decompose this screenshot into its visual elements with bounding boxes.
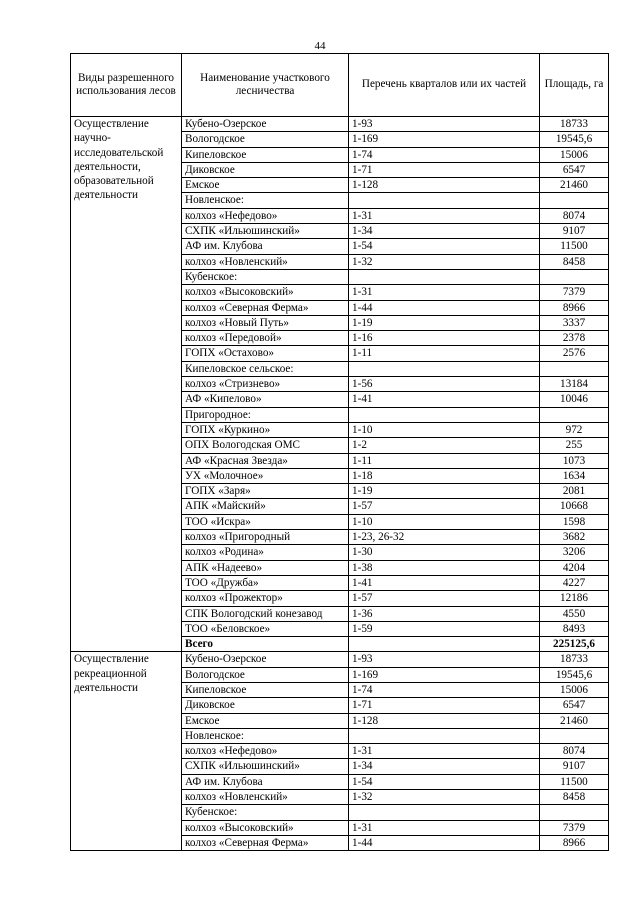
area-cell: 11500 xyxy=(540,239,609,254)
quarters-cell: 1-54 xyxy=(349,239,540,254)
quarters-cell: 1-34 xyxy=(349,759,540,774)
quarters-cell: 1-10 xyxy=(349,422,540,437)
quarters-cell: 1-74 xyxy=(349,682,540,697)
quarters-cell: 1-169 xyxy=(349,132,540,147)
page-number: 44 xyxy=(314,40,326,52)
quarters-cell: 1-128 xyxy=(349,713,540,728)
quarters-cell: 1-41 xyxy=(349,575,540,590)
forestry-name-cell: Новленское: xyxy=(182,728,349,743)
area-cell: 4227 xyxy=(540,575,609,590)
forestry-name-cell: Новленское: xyxy=(182,193,349,208)
area-cell: 19545,6 xyxy=(540,667,609,682)
quarters-cell: 1-31 xyxy=(349,208,540,223)
forestry-name-cell: АПК «Майский» xyxy=(182,499,349,514)
forestry-name-cell: Кипеловское xyxy=(182,147,349,162)
area-cell: 18733 xyxy=(540,652,609,667)
forestry-name-cell: АФ «Кипелово» xyxy=(182,392,349,407)
area-cell: 6547 xyxy=(540,162,609,177)
forestry-name-cell: СХПК «Ильюшинский» xyxy=(182,224,349,239)
area-cell: 2576 xyxy=(540,346,609,361)
quarters-cell: 1-32 xyxy=(349,254,540,269)
forestry-name-cell: колхоз «Новленский» xyxy=(182,254,349,269)
quarters-cell: 1-56 xyxy=(349,377,540,392)
forestry-name-cell: ГОПХ «Куркино» xyxy=(182,422,349,437)
quarters-cell: 1-34 xyxy=(349,224,540,239)
forestry-name-cell: АФ им. Клубова xyxy=(182,239,349,254)
quarters-cell: 1-10 xyxy=(349,514,540,529)
forestry-name-cell: колхоз «Северная Ферма» xyxy=(182,835,349,850)
total-label: Всего xyxy=(182,637,349,652)
use-type-cell: Осуществление научно-исследовательской деятельности, образовательной деятельности xyxy=(71,117,182,652)
forestry-name-cell: колхоз «Северная Ферма» xyxy=(182,300,349,315)
table-row xyxy=(71,652,609,667)
area-cell: 3206 xyxy=(540,545,609,560)
header-area: Площадь, га xyxy=(540,54,609,117)
use-type-cell: Осуществление рекреационной деятельности xyxy=(71,652,182,851)
quarters-cell: 1-44 xyxy=(349,835,540,850)
area-cell: 1073 xyxy=(540,453,609,468)
quarters-cell: 1-36 xyxy=(349,606,540,621)
total-area: 225125,6 xyxy=(540,637,609,652)
forestry-name-cell: ТОО «Дружба» xyxy=(182,575,349,590)
area-cell: 8458 xyxy=(540,254,609,269)
area-cell: 21460 xyxy=(540,713,609,728)
forestry-name-cell: Кубенское: xyxy=(182,805,349,820)
forestry-name-cell: Пригородное: xyxy=(182,407,349,422)
forestry-name-cell: колхоз «Прожектор» xyxy=(182,591,349,606)
forestry-name-cell: АФ «Красная Звезда» xyxy=(182,453,349,468)
table-header-row xyxy=(71,54,609,117)
quarters-cell: 1-16 xyxy=(349,331,540,346)
area-cell: 18733 xyxy=(540,117,609,132)
quarters-cell: 1-54 xyxy=(349,774,540,789)
forestry-name-cell: колхоз «Стризнево» xyxy=(182,377,349,392)
area-cell: 10668 xyxy=(540,499,609,514)
quarters-cell: 1-59 xyxy=(349,621,540,636)
forestry-name-cell: ГОПХ «Остахово» xyxy=(182,346,349,361)
area-cell: 2081 xyxy=(540,484,609,499)
quarters-cell: 1-41 xyxy=(349,392,540,407)
area-cell: 8458 xyxy=(540,790,609,805)
area-cell: 7379 xyxy=(540,820,609,835)
forestry-name-cell: Кубенское: xyxy=(182,269,349,284)
quarters-cell: 1-93 xyxy=(349,652,540,667)
quarters-cell: 1-31 xyxy=(349,744,540,759)
forestry-name-cell: колхоз «Пригородный xyxy=(182,530,349,545)
area-cell: 19545,6 xyxy=(540,132,609,147)
area-cell: 9107 xyxy=(540,759,609,774)
area-cell xyxy=(540,269,609,284)
area-cell: 4204 xyxy=(540,560,609,575)
quarters-cell: 1-128 xyxy=(349,178,540,193)
area-cell: 8493 xyxy=(540,621,609,636)
area-cell: 15006 xyxy=(540,682,609,697)
area-cell: 8966 xyxy=(540,300,609,315)
quarters-cell: 1-71 xyxy=(349,162,540,177)
area-cell: 13184 xyxy=(540,377,609,392)
forestry-name-cell: колхоз «Высоковский» xyxy=(182,285,349,300)
forestry-name-cell: АПК «Надеево» xyxy=(182,560,349,575)
forestry-name-cell: колхоз «Новленский» xyxy=(182,790,349,805)
quarters-cell xyxy=(349,361,540,376)
quarters-cell: 1-32 xyxy=(349,790,540,805)
quarters-cell: 1-74 xyxy=(349,147,540,162)
area-cell: 21460 xyxy=(540,178,609,193)
quarters-cell: 1-19 xyxy=(349,315,540,330)
area-cell xyxy=(540,407,609,422)
quarters-cell xyxy=(349,728,540,743)
quarters-cell: 1-71 xyxy=(349,698,540,713)
forestry-name-cell: Диковское xyxy=(182,698,349,713)
forestry-name-cell: Диковское xyxy=(182,162,349,177)
header-quarters: Перечень кварталов или их частей xyxy=(349,54,540,117)
forestry-name-cell: ТОО «Беловское» xyxy=(182,621,349,636)
forestry-name-cell: ОПХ Вологодская ОМС xyxy=(182,438,349,453)
area-cell: 8074 xyxy=(540,744,609,759)
area-cell: 7379 xyxy=(540,285,609,300)
area-cell: 8074 xyxy=(540,208,609,223)
area-cell: 3682 xyxy=(540,530,609,545)
area-cell: 1634 xyxy=(540,468,609,483)
table-body xyxy=(71,117,609,851)
quarters-cell: 1-38 xyxy=(349,560,540,575)
forestry-name-cell: колхоз «Нефедово» xyxy=(182,208,349,223)
area-cell: 3337 xyxy=(540,315,609,330)
area-cell: 15006 xyxy=(540,147,609,162)
forestry-name-cell: ГОПХ «Заря» xyxy=(182,484,349,499)
forestry-name-cell: СПК Вологодский конезавод xyxy=(182,606,349,621)
quarters-cell: 1-19 xyxy=(349,484,540,499)
forestry-name-cell: колхоз «Новый Путь» xyxy=(182,315,349,330)
area-cell: 4550 xyxy=(540,606,609,621)
forestry-name-cell: Вологодское xyxy=(182,667,349,682)
forestry-name-cell: колхоз «Нефедово» xyxy=(182,744,349,759)
table-row xyxy=(71,117,609,132)
quarters-cell xyxy=(349,407,540,422)
area-cell: 11500 xyxy=(540,774,609,789)
area-cell xyxy=(540,728,609,743)
forest-use-table xyxy=(70,53,609,851)
forestry-name-cell: Кипеловское сельское: xyxy=(182,361,349,376)
quarters-cell xyxy=(349,805,540,820)
quarters-cell: 1-11 xyxy=(349,346,540,361)
header-use-type: Виды разрешенного использования лесов xyxy=(71,54,182,117)
area-cell: 2378 xyxy=(540,331,609,346)
area-cell: 972 xyxy=(540,422,609,437)
forestry-name-cell: Кубено-Озерское xyxy=(182,117,349,132)
quarters-cell: 1-31 xyxy=(349,820,540,835)
forestry-name-cell: Кубено-Озерское xyxy=(182,652,349,667)
quarters-cell: 1-31 xyxy=(349,285,540,300)
header-forestry-name: Наименование участкового лесничества xyxy=(182,54,349,117)
area-cell: 9107 xyxy=(540,224,609,239)
area-cell: 1598 xyxy=(540,514,609,529)
area-cell: 8966 xyxy=(540,835,609,850)
forestry-name-cell: Емское xyxy=(182,713,349,728)
area-cell: 6547 xyxy=(540,698,609,713)
forestry-name-cell: АФ им. Клубова xyxy=(182,774,349,789)
area-cell xyxy=(540,193,609,208)
area-cell xyxy=(540,361,609,376)
forestry-name-cell: колхоз «Высоковский» xyxy=(182,820,349,835)
forestry-name-cell: Вологодское xyxy=(182,132,349,147)
area-cell: 12186 xyxy=(540,591,609,606)
quarters-cell xyxy=(349,193,540,208)
quarters-cell: 1-57 xyxy=(349,499,540,514)
forestry-name-cell: ТОО «Искра» xyxy=(182,514,349,529)
quarters-cell: 1-11 xyxy=(349,453,540,468)
forestry-name-cell: УХ «Молочное» xyxy=(182,468,349,483)
quarters-cell xyxy=(349,269,540,284)
forestry-name-cell: колхоз «Передовой» xyxy=(182,331,349,346)
area-cell: 10046 xyxy=(540,392,609,407)
area-cell xyxy=(540,805,609,820)
quarters-cell: 1-93 xyxy=(349,117,540,132)
forestry-name-cell: СХПК «Ильюшинский» xyxy=(182,759,349,774)
quarters-cell: 1-169 xyxy=(349,667,540,682)
forestry-name-cell: Кипеловское xyxy=(182,682,349,697)
area-cell: 255 xyxy=(540,438,609,453)
quarters-cell: 1-30 xyxy=(349,545,540,560)
quarters-cell: 1-57 xyxy=(349,591,540,606)
forestry-name-cell: колхоз «Родина» xyxy=(182,545,349,560)
quarters-cell: 1-44 xyxy=(349,300,540,315)
quarters-cell: 1-2 xyxy=(349,438,540,453)
quarters-cell: 1-18 xyxy=(349,468,540,483)
total-quarters-cell xyxy=(349,637,540,652)
quarters-cell: 1-23, 26-32 xyxy=(349,530,540,545)
forestry-name-cell: Емское xyxy=(182,178,349,193)
